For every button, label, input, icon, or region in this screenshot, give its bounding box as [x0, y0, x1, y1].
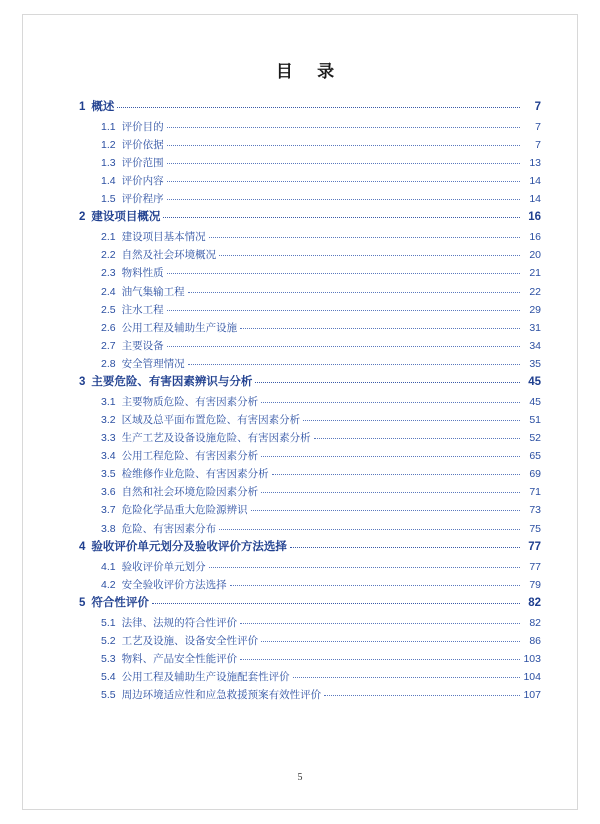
toc-entry-label: 验收评价单元划分: [121, 560, 206, 573]
toc-entry-page: 75: [529, 522, 541, 535]
toc-leader-dots: [167, 199, 520, 200]
toc-leader-dots: [290, 547, 520, 548]
toc-entry-page: 79: [529, 578, 541, 591]
toc-leader-dots: [167, 163, 520, 164]
toc-entry-label: 周边环境适应性和应急救援预案有效性评价: [121, 688, 322, 701]
page-sheet: [22, 14, 578, 810]
toc-entry[interactable]: [79, 636, 541, 647]
toc-entry-label: 生产工艺及设备设施危险、有害因素分析: [121, 432, 311, 445]
toc-entry-label: 安全管理情况: [121, 357, 185, 370]
toc-entry-number: 3.4: [101, 450, 116, 463]
toc-entry-label: 油气集输工程: [121, 285, 185, 298]
toc-leader-dots: [261, 402, 520, 403]
toc-leader-dots: [230, 585, 520, 586]
toc-entry-label: 评价内容: [121, 175, 164, 188]
toc-leader-dots: [167, 346, 520, 347]
toc-entry[interactable]: [79, 487, 541, 498]
toc-entry-number: 3.5: [101, 468, 116, 481]
toc-entry-page: 65: [529, 450, 541, 463]
toc-entry[interactable]: [79, 690, 541, 701]
toc-entry[interactable]: [79, 250, 541, 261]
toc-entry-page: 51: [529, 413, 541, 426]
toc-entry-number: 2.1: [101, 231, 116, 244]
toc-entry-page: 107: [523, 688, 541, 701]
toc-entry[interactable]: [79, 542, 541, 554]
toc-entry-page: 52: [529, 432, 541, 445]
toc-entry-label: 评价依据: [121, 138, 164, 151]
toc-entry-label: 物料、产品安全性能评价: [121, 652, 238, 665]
toc-entry-number: 3.6: [101, 486, 116, 499]
toc-entry-label: 物料性质: [121, 267, 164, 280]
toc-entry-number: 4.1: [101, 560, 116, 573]
toc-entry[interactable]: [79, 359, 541, 370]
toc-leader-dots: [209, 237, 520, 238]
toc-entry-label: 检维修作业危险、有害因素分析: [121, 468, 269, 481]
toc-entry[interactable]: [79, 194, 541, 205]
toc-entry-number: 1.4: [101, 175, 116, 188]
toc-entry-number: 5.3: [101, 652, 116, 665]
toc-leader-dots: [261, 456, 520, 457]
toc-entry-number: 3: [79, 376, 86, 388]
toc-entry[interactable]: [79, 268, 541, 279]
toc-entry[interactable]: [79, 469, 541, 480]
toc-entry-label: 法律、法规的符合性评价: [121, 616, 238, 629]
toc-entry[interactable]: [79, 451, 541, 462]
toc-entry-label: 评价范围: [121, 157, 164, 170]
toc-entry-number: 2.4: [101, 285, 116, 298]
toc-entry-page: 34: [529, 339, 541, 352]
toc-entry-page: 82: [529, 616, 541, 629]
toc-entry-page: 82: [528, 596, 541, 609]
toc-entry-page: 71: [529, 486, 541, 499]
toc-entry[interactable]: [79, 580, 541, 591]
toc-leader-dots: [219, 529, 520, 530]
toc-entry-label: 自然及社会环境概况: [121, 249, 217, 262]
toc-entry-label: 公用工程及辅助生产设施配套性评价: [121, 670, 290, 683]
toc-entry-label: 公用工程及辅助生产设施: [121, 321, 238, 334]
toc-entry-page: 45: [529, 395, 541, 408]
toc-entry-page: 77: [529, 560, 541, 573]
toc-leader-dots: [117, 107, 520, 108]
toc-entry-number: 1.1: [101, 120, 116, 133]
toc-entry-label: 建设项目基本情况: [121, 231, 206, 244]
toc-entry-label: 公用工程危险、有害因素分析: [121, 450, 259, 463]
toc-entry[interactable]: [79, 654, 541, 665]
toc-entry-number: 5.1: [101, 616, 116, 629]
toc-entry-number: 2.2: [101, 249, 116, 262]
toc-entry-number: 5: [79, 596, 86, 609]
toc-entry-number: 3.1: [101, 395, 116, 408]
toc-entry-page: 45: [528, 376, 541, 388]
toc-entry-label: 主要物质危险、有害因素分析: [121, 395, 259, 408]
toc-leader-dots: [261, 492, 520, 493]
toc-leader-dots: [255, 382, 520, 383]
toc-entry-number: 5.2: [101, 634, 116, 647]
toc-entry[interactable]: [79, 323, 541, 334]
toc-list: [79, 102, 541, 700]
toc-entry-number: 1.3: [101, 157, 116, 170]
toc-entry-label: 概述: [91, 101, 115, 113]
toc-entry[interactable]: [79, 102, 541, 114]
toc-entry-page: 22: [529, 285, 541, 298]
toc-entry-number: 1: [79, 101, 86, 113]
toc-entry[interactable]: [79, 287, 541, 298]
toc-entry-number: 3.2: [101, 413, 116, 426]
toc-leader-dots: [272, 474, 520, 475]
toc-leader-dots: [303, 420, 520, 421]
toc-leader-dots: [167, 273, 520, 274]
toc-entry-page: 103: [523, 652, 541, 665]
toc-entry-page: 104: [523, 670, 541, 683]
toc-entry-page: 20: [529, 249, 541, 262]
toc-leader-dots: [219, 255, 520, 256]
toc-entry[interactable]: [79, 524, 541, 535]
toc-leader-dots: [240, 328, 520, 329]
toc-entry-page: 7: [534, 101, 541, 113]
toc-entry[interactable]: [79, 618, 541, 629]
toc-entry[interactable]: [79, 305, 541, 316]
toc-entry-label: 评价程序: [121, 193, 164, 206]
toc-entry[interactable]: [79, 232, 541, 243]
toc-entry-number: 2.8: [101, 357, 116, 370]
toc-entry-label: 注水工程: [121, 303, 164, 316]
toc-entry-number: 5.5: [101, 688, 116, 701]
toc-entry-number: 4: [79, 540, 86, 553]
toc-entry[interactable]: [79, 598, 541, 610]
toc-entry[interactable]: [79, 140, 541, 151]
toc-leader-dots: [251, 510, 520, 511]
toc-leader-dots: [188, 364, 520, 365]
toc-entry-page: 16: [528, 211, 541, 224]
toc-leader-dots: [293, 677, 520, 678]
toc-leader-dots: [314, 438, 520, 439]
toc-entry-label: 主要设备: [121, 339, 164, 352]
toc-entry-number: 2: [79, 211, 86, 224]
toc-entry-label: 符合性评价: [91, 596, 149, 609]
toc-leader-dots: [261, 641, 520, 642]
toc-entry[interactable]: [79, 212, 541, 224]
toc-entry[interactable]: [79, 672, 541, 683]
toc-entry-page: 86: [529, 634, 541, 647]
toc-entry[interactable]: [79, 505, 541, 516]
toc-entry-number: 1.2: [101, 138, 116, 151]
toc-entry[interactable]: [79, 122, 541, 133]
toc-entry[interactable]: [79, 415, 541, 426]
toc-leader-dots: [188, 292, 520, 293]
toc-entry[interactable]: [79, 433, 541, 444]
toc-entry-page: 14: [529, 193, 541, 206]
toc-entry-number: 3.8: [101, 522, 116, 535]
toc-leader-dots: [152, 603, 520, 604]
toc-leader-dots: [240, 659, 520, 660]
toc-entry-page: 77: [528, 540, 541, 553]
toc-entry-page: 73: [529, 504, 541, 517]
toc-entry-number: 2.7: [101, 339, 116, 352]
toc-entry-label: 危险、有害因素分布: [121, 522, 217, 535]
toc-entry-page: 7: [535, 120, 541, 133]
toc-leader-dots: [167, 127, 520, 128]
toc-entry-page: 13: [529, 157, 541, 170]
toc-entry-page: 21: [529, 267, 541, 280]
toc-entry-label: 区域及总平面布置危险、有害因素分析: [121, 413, 301, 426]
toc-entry-number: 3.3: [101, 432, 116, 445]
toc-leader-dots: [167, 181, 520, 182]
toc-entry-number: 4.2: [101, 578, 116, 591]
toc-leader-dots: [324, 695, 520, 696]
toc-entry[interactable]: [79, 562, 541, 573]
toc-entry-page: 29: [529, 303, 541, 316]
toc-entry-number: 2.3: [101, 267, 116, 280]
toc-content: [79, 57, 541, 708]
toc-entry[interactable]: [79, 377, 541, 389]
toc-leader-dots: [167, 310, 520, 311]
toc-entry[interactable]: [79, 397, 541, 408]
toc-entry-number: 1.5: [101, 193, 116, 206]
toc-entry-label: 主要危险、有害因素辨识与分析: [91, 376, 253, 388]
toc-entry-page: 7: [535, 138, 541, 151]
toc-entry-number: 3.7: [101, 504, 116, 517]
toc-entry-label: 验收评价单元划分及验收评价方法选择: [91, 540, 287, 553]
toc-entry-label: 危险化学品重大危险源辨识: [121, 504, 248, 517]
toc-entry[interactable]: [79, 158, 541, 169]
toc-entry-page: 35: [529, 357, 541, 370]
toc-leader-dots: [209, 567, 520, 568]
page-title: 目 录: [275, 62, 345, 81]
toc-entry-label: 建设项目概况: [91, 211, 161, 224]
toc-leader-dots: [163, 217, 520, 218]
toc-entry[interactable]: [79, 176, 541, 187]
toc-entry-page: 14: [529, 175, 541, 188]
toc-leader-dots: [167, 145, 520, 146]
toc-entry-page: 16: [529, 231, 541, 244]
toc-entry-page: 31: [529, 321, 541, 334]
page-number: 5: [297, 772, 303, 783]
toc-leader-dots: [240, 623, 520, 624]
toc-entry-number: 2.5: [101, 303, 116, 316]
toc-entry-label: 自然和社会环境危险因素分析: [121, 486, 259, 499]
toc-entry-page: 69: [529, 468, 541, 481]
toc-entry-number: 2.6: [101, 321, 116, 334]
toc-entry-label: 评价目的: [121, 120, 164, 133]
toc-entry-label: 安全验收评价方法选择: [121, 578, 227, 591]
toc-entry[interactable]: [79, 341, 541, 352]
toc-entry-label: 工艺及设施、设备安全性评价: [121, 634, 259, 647]
toc-entry-number: 5.4: [101, 670, 116, 683]
